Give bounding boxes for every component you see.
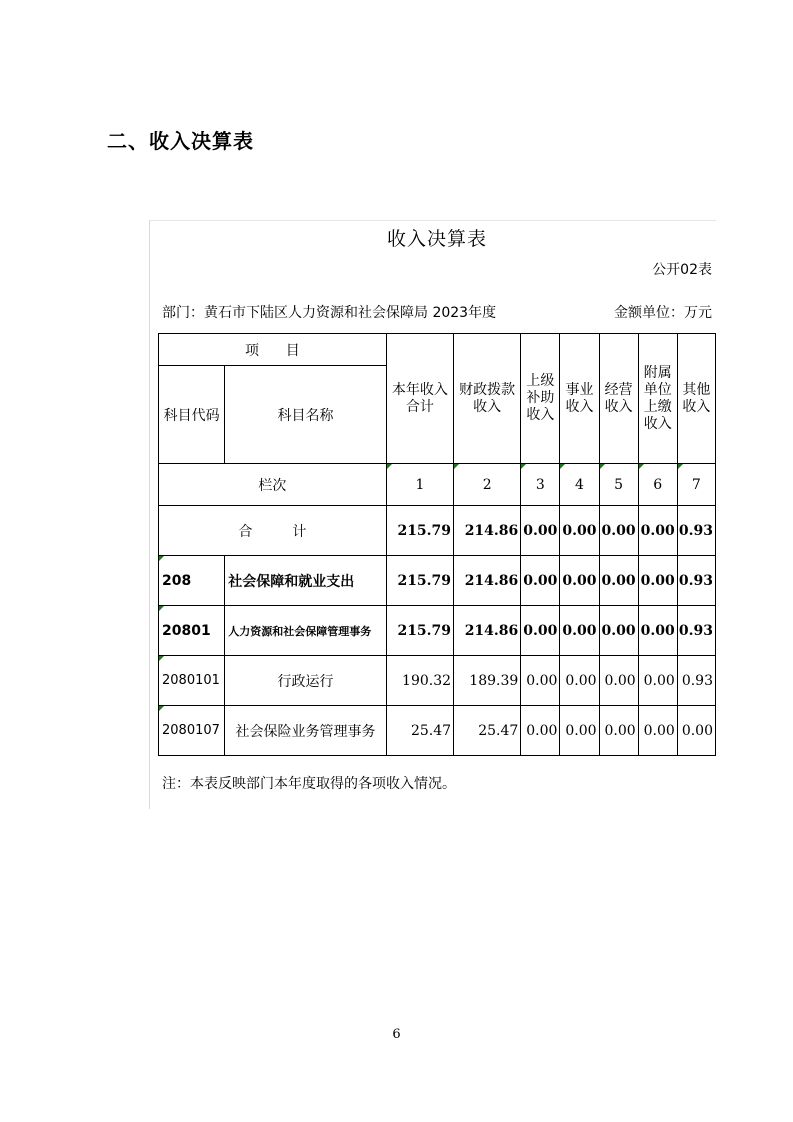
row-value: 0.00 (560, 606, 599, 656)
header-col-6 (638, 334, 677, 464)
header-col-line: 附属 (643, 364, 672, 381)
page-number: 6 (392, 1027, 401, 1042)
row-value: 0.00 (560, 656, 599, 706)
row-value: 0.93 (677, 556, 715, 606)
total-value: 215.79 (386, 506, 453, 556)
table-row (159, 556, 716, 606)
col-number: 2 (454, 464, 521, 506)
form-number: 公开02表 (652, 262, 712, 278)
row-value: 0.00 (521, 656, 560, 706)
row-value: 25.47 (454, 706, 521, 756)
row-value: 0.00 (638, 706, 677, 756)
total-value: 0.00 (638, 506, 677, 556)
subject-code: 20801 (159, 606, 225, 656)
row-value: 0.00 (599, 556, 638, 606)
department-label: 部门：黄石市下陆区人力资源和社会保障局 2023年度 (162, 305, 497, 321)
header-col-line: 合计 (405, 398, 434, 415)
header-col-3 (521, 334, 560, 464)
row-value: 0.00 (638, 656, 677, 706)
header-col-line: 收入 (643, 415, 672, 432)
table-row (159, 606, 716, 656)
header-name: 科目名称 (225, 366, 387, 464)
total-value: 0.00 (560, 506, 599, 556)
row-value: 0.00 (638, 556, 677, 606)
header-item: 项 目 (245, 342, 300, 359)
col-number: 3 (521, 464, 560, 506)
subject-name: 社会保障和就业支出 (225, 556, 387, 606)
header-col-line: 上级 (526, 373, 555, 389)
header-col-line: 本年收入 (391, 381, 448, 398)
col-number: 6 (638, 464, 677, 506)
amount-unit-label: 金额单位：万元 (614, 305, 712, 321)
row-value: 0.00 (521, 706, 560, 756)
header-col-1 (386, 334, 453, 464)
row-value: 0.00 (521, 606, 560, 656)
row-value: 0.00 (521, 556, 560, 606)
header-item-cell (159, 334, 387, 366)
header-col-4 (560, 334, 599, 464)
table-title: 收入决算表 (386, 228, 487, 250)
header-col-line: 其他 (682, 381, 711, 398)
row-value: 25.47 (386, 706, 453, 756)
header-col-line: 单位 (643, 381, 672, 398)
row-value: 0.00 (599, 706, 638, 756)
row-value: 214.86 (454, 556, 521, 606)
row-value: 215.79 (386, 606, 453, 656)
row-value: 0.00 (560, 556, 599, 606)
header-col-2 (454, 334, 521, 464)
subject-code: 208 (159, 556, 225, 606)
section-heading: 二、收入决算表 (107, 129, 254, 153)
header-col-line: 经营 (604, 381, 633, 398)
col-number: 1 (386, 464, 453, 506)
lanci-label: 栏次 (159, 464, 387, 506)
header-col-line: 收入 (526, 407, 555, 423)
subject-name: 人力资源和社会保障管理事务 (225, 606, 387, 656)
total-value: 0.93 (677, 506, 715, 556)
row-value: 0.00 (599, 656, 638, 706)
header-col-line: 收入 (682, 398, 711, 415)
total-label: 合 计 (238, 523, 307, 540)
subject-code: 2080107 (159, 706, 225, 756)
subject-name: 社会保险业务管理事务 (225, 706, 387, 756)
row-value: 0.00 (560, 706, 599, 756)
header-col-line: 事业 (565, 381, 594, 398)
row-value: 215.79 (386, 556, 453, 606)
row-value: 0.93 (677, 656, 715, 706)
header-col-7 (677, 334, 715, 464)
subject-name: 行政运行 (225, 656, 387, 706)
total-value: 214.86 (454, 506, 521, 556)
header-code: 科目代码 (159, 366, 225, 464)
header-col-line: 收入 (565, 398, 594, 415)
row-value: 0.00 (638, 606, 677, 656)
header-col-5 (599, 334, 638, 464)
total-label-cell (159, 506, 387, 556)
col-number: 5 (599, 464, 638, 506)
col-number: 4 (560, 464, 599, 506)
row-value: 0.93 (677, 606, 715, 656)
income-table (158, 333, 716, 756)
footnote: 注：本表反映部门本年度取得的各项收入情况。 (162, 776, 456, 792)
row-value: 0.00 (599, 606, 638, 656)
header-col-line: 收入 (473, 398, 502, 415)
table-row (159, 706, 716, 756)
row-value: 189.39 (454, 656, 521, 706)
row-value: 0.00 (677, 706, 715, 756)
total-value: 0.00 (599, 506, 638, 556)
row-value: 214.86 (454, 606, 521, 656)
subject-code: 2080101 (159, 656, 225, 706)
header-col-line: 上缴 (643, 398, 672, 415)
header-col-line: 补助 (526, 390, 555, 406)
header-col-line: 收入 (604, 398, 633, 415)
row-value: 190.32 (386, 656, 453, 706)
header-col-line: 财政拨款 (459, 381, 516, 398)
table-row (159, 656, 716, 706)
total-value: 0.00 (521, 506, 560, 556)
col-number: 7 (677, 464, 715, 506)
income-statement-sheet (149, 220, 716, 809)
